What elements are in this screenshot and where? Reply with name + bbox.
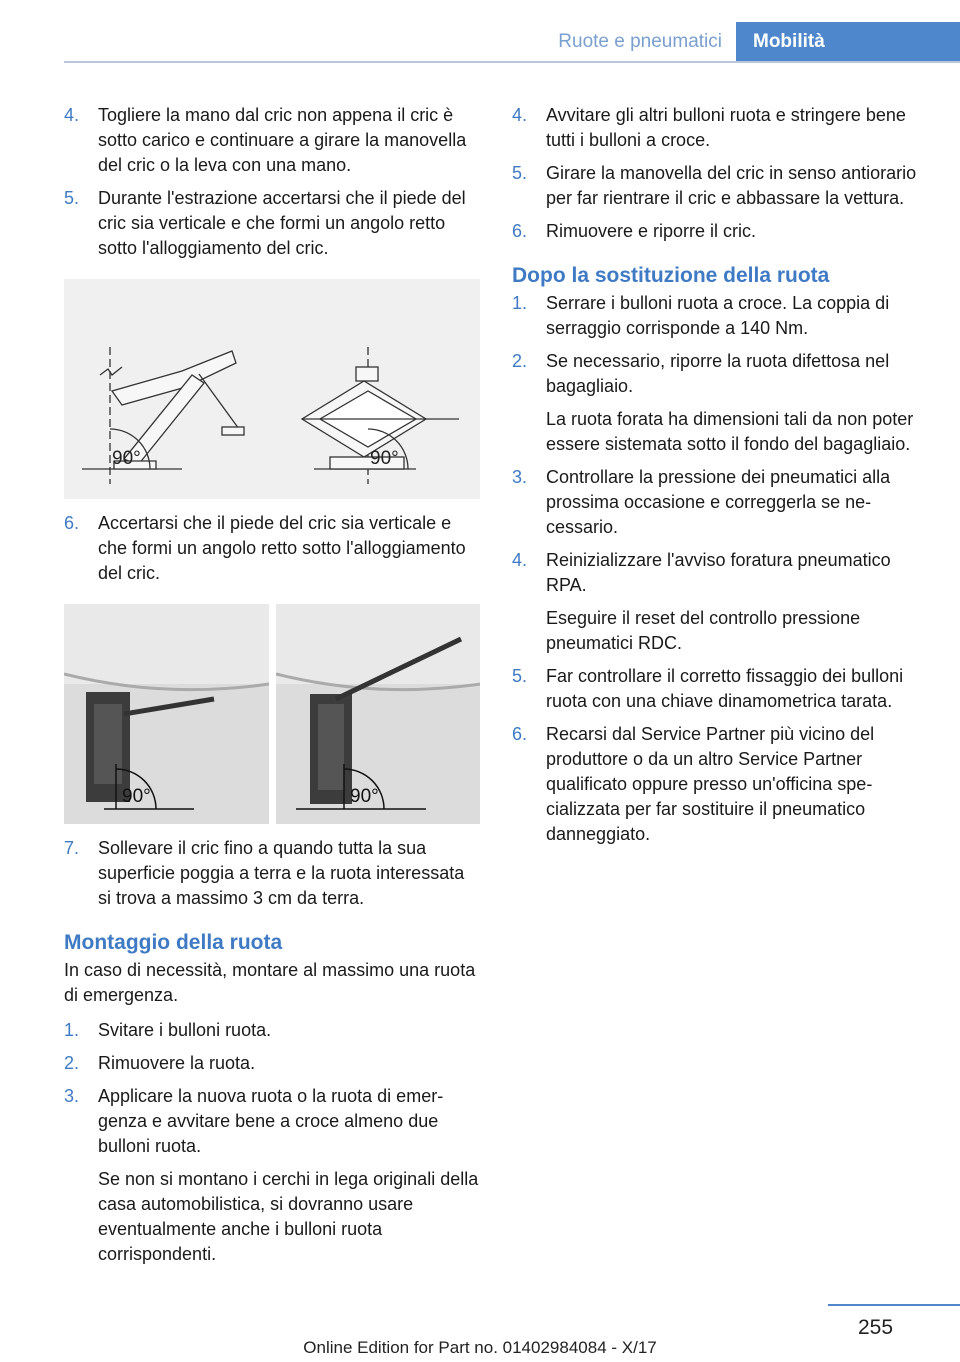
list-item [64, 186, 480, 261]
header-chapter-tab[interactable]: Mobilità [736, 22, 960, 62]
step-text: Togliere la mano dal cric non appena il cric è sotto carico e continuare a girare la manovella del cric o la leva con una mano. [98, 105, 467, 175]
step-number: 2. [512, 351, 528, 371]
step-text: Applicare la nuova ruota o la ruota di emergenza e avvitare bene a croce almeno due bulloni ruota. [98, 1086, 444, 1156]
step-number: 5. [64, 188, 80, 208]
step-text: Far controllare il corretto fissaggio dei bulloni ruota con una chiave dinamometrica tarata. [546, 666, 904, 711]
angle-label-right: 90° [370, 448, 399, 469]
step-note: La ruota forata ha dimensioni tali da non poter essere sistemata sotto il fondo del bagagliaio. [546, 409, 914, 454]
jack-angle-illustration [64, 279, 480, 499]
list-item [64, 511, 480, 586]
list-item [512, 291, 928, 341]
step-number: 6. [512, 221, 528, 241]
jack-diagram-image [64, 279, 480, 499]
right-column [512, 103, 928, 855]
step-text: Girare la manovella del cric in senso antiorario per far rientrare il cric e abbassare la vettura. [546, 163, 917, 208]
step-number: 4. [64, 105, 80, 125]
step-number: 1. [64, 1020, 80, 1040]
step-number: 5. [512, 163, 528, 183]
photo-left [64, 604, 269, 824]
list-item [512, 161, 928, 211]
list-item [512, 664, 928, 714]
list-item [512, 103, 928, 153]
footer-divider [828, 1304, 960, 1306]
photo-right [276, 604, 481, 824]
angle-label-left: 90° [112, 448, 141, 469]
step-note: Se non si montano i cerchi in lega originali della casa automobilistica, si dovranno usare eventualmente anche i bulloni ruota corrispondenti. [98, 1169, 479, 1264]
jack-placement-photos [64, 604, 480, 824]
step-text: Rimuovere e riporre il cric. [546, 221, 757, 241]
step-text: Serrare i bulloni ruota a croce. La coppia di serraggio corrisponde a 140 Nm. [546, 293, 890, 338]
step-number: 4. [512, 550, 528, 570]
step-text: Se necessario, riporre la ruota difettosa nel bagagliaio. [546, 351, 890, 396]
step-text: Accertarsi che il piede del cric sia verticale e che formi un angolo retto sotto l'alloggiamento del cric. [98, 513, 466, 583]
step-number: 3. [512, 467, 528, 487]
list-item [64, 1084, 480, 1267]
step-text: Avvitare gli altri bulloni ruota e stringere bene tutti i bulloni a croce. [546, 105, 906, 150]
edition-footer: Online Edition for Part no. 01402984084 - X/17 [303, 1338, 657, 1357]
left-column [64, 103, 480, 1275]
section-intro: In caso di necessità, montare al massimo una ruota di emergenza. [64, 960, 476, 1005]
list-item [64, 1018, 480, 1043]
step-text: Sollevare il cric fino a quando tutta la sua superficie poggia a terra e la ruota interessata si trova a massimo 3 cm da terra. [98, 838, 465, 908]
list-item [512, 548, 928, 656]
jack-photo-image [276, 604, 481, 824]
step-note: Eseguire il reset del controllo pressione pneumatici RDC. [546, 608, 861, 653]
list-item [512, 465, 928, 540]
list-item [512, 722, 928, 847]
step-text: Recarsi dal Service Partner più vicino del produttore o da un altro Service Partner qualificato oppure presso un'officina specializzata per far sostituire il pneumatico danneggiato. [546, 724, 875, 844]
step-number: 6. [64, 513, 80, 533]
angle-label-left: 90° [122, 786, 151, 807]
step-number: 2. [64, 1053, 80, 1073]
jack-photo-image [64, 604, 269, 824]
list-item [64, 103, 480, 178]
header-section-tab[interactable]: Ruote e pneumatici [558, 31, 722, 52]
section-heading: Dopo la sostituzione della ruota [512, 264, 830, 287]
angle-label-right: 90° [349, 786, 379, 807]
list-item [64, 836, 480, 911]
list-item [512, 349, 928, 457]
step-text: Rimuovere la ruota. [98, 1053, 256, 1073]
step-number: 4. [512, 105, 528, 125]
step-text: Durante l'estrazione accertarsi che il piede del cric sia verticale e che formi un angolo retto sotto l'alloggiamento del cric. [98, 188, 466, 258]
step-text: Controllare la pressione dei pneumatici alla prossima occasione e correggerla se necessario. [546, 467, 891, 537]
step-number: 7. [64, 838, 80, 858]
page-number: 255 [858, 1316, 894, 1339]
list-item [64, 1051, 480, 1076]
step-number: 6. [512, 724, 528, 744]
list-item [512, 219, 928, 244]
section-heading: Montaggio della ruota [64, 931, 283, 954]
step-number: 5. [512, 666, 528, 686]
step-text: Reinizializzare l'avviso foratura pneumatico RPA. [546, 550, 891, 595]
header-divider [64, 61, 960, 63]
step-number: 1. [512, 293, 528, 313]
step-text: Svitare i bulloni ruota. [98, 1020, 272, 1040]
step-number: 3. [64, 1086, 80, 1106]
